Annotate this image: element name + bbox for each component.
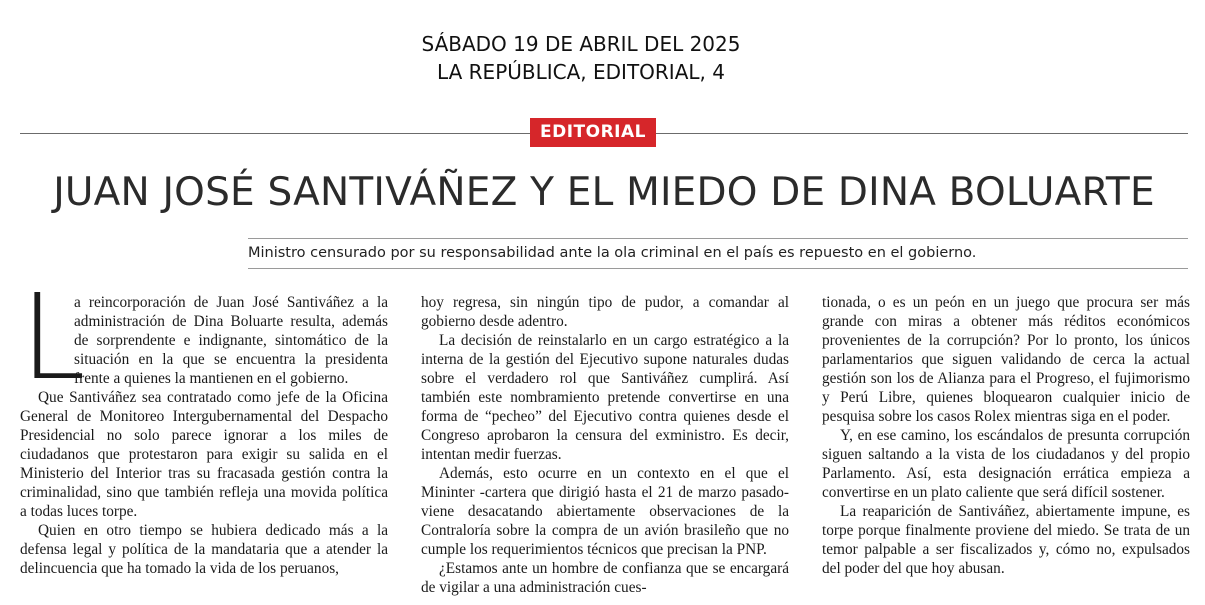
publication-header	[0, 30, 1162, 86]
source-line: LA REPÚBLICA, EDITORIAL, 4	[437, 60, 725, 84]
paragraph: Además, esto ocurre en un contexto en el que el Mininter -cartera que dirigió hasta el 21 de marzo pasado- viene desacatando abiertamente observaciones de la Contraloría sobre la compra de un avión brasileño que no cumple los requerimientos técnicos que precisan la PNP.	[421, 465, 789, 558]
paragraph: La reaparición de Santiváñez, abiertamente impune, es torpe porque finalmente proviene del miedo. Se trata de un temor palpable a ser fiscalizados y, cómo no, expulsados del poder del que hoy abusan.	[822, 503, 1190, 577]
date-line: SÁBADO 19 DE ABRIL DEL 2025	[421, 32, 741, 56]
subhead-divider-top	[248, 238, 1188, 239]
paragraph: ¿Estamos ante un hombre de confianza que se encargará de vigilar a una administración cues-	[421, 560, 789, 596]
subhead-divider-bottom	[248, 268, 1188, 269]
headline: JUAN JOSÉ SANTIVÁÑEZ Y EL MIEDO DE DINA BOLUARTE	[53, 170, 1155, 215]
drop-cap: L	[20, 268, 86, 406]
paragraph: Quien en otro tiempo se hubiera dedicado más a la defensa legal y política de la mandataria que a atender la delincuencia que ha tomado la vida de los peruanos,	[20, 522, 388, 577]
paragraph: La decisión de reinstalarlo en un cargo estratégico a la interna de la gestión del Ejecutivo supone naturales dudas sobre el verdadero rol que Santiváñez cumplirá. Así también este nombramiento pretende convertirse en una forma de “pecheo” del Ejecutivo contra quienes desde el Congreso aprobaron la censura del exministro. Es decir, intentan medir fuerzas.	[421, 332, 789, 463]
section-badge: EDITORIAL	[530, 118, 656, 147]
paragraph: L a reincorporación de Juan José Santiváñez a la administración de Dina Boluarte resulta, además de sorprendente e indignante, sintomático de la situación en la que se encuentra la presidenta frente a quienes la mantienen en el gobierno.	[20, 268, 388, 406]
paragraph: hoy regresa, sin ningún tipo de pudor, a comandar al gobierno desde adentro.	[421, 294, 789, 330]
paragraph: tionada, o es un peón en un juego que procura ser más grande con miras a obtener más réditos económicos provenientes de la corrupción? Por lo pronto, los únicos parlamentarios que siguen validando de cerca la actual gestión son los de Alianza para el Progreso, el fujimorismo y Perú Libre, quienes bloquearon cualquier inicio de pesquisa sobre los casos Rolex mientras siga en el poder.	[822, 294, 1190, 425]
paragraph: Y, en ese camino, los escándalos de presunta corrupción siguen saltando a la vista de los ciudadanos y del propio Parlamento. Así, esta designación errática empieza a convertirse en un plato caliente que será difícil sostener.	[822, 427, 1190, 501]
paragraph: Que Santiváñez sea contratado como jefe de la Oficina General de Monitoreo Intergubernamental del Despacho Presidencial no solo parece ignorar a los miles de ciudadanos que protestaron para exigir su salida en el Ministerio del Interior tras su fracasada gestión contra la criminalidad, sino que también refleja una movida política a todas luces torpe.	[20, 389, 388, 520]
article-column-1	[20, 268, 388, 598]
article-column-2	[421, 293, 789, 598]
article-column-3	[822, 293, 1190, 598]
subheadline: Ministro censurado por su responsabilidad ante la ola criminal en el país es repuesto en el gobierno.	[248, 245, 977, 261]
